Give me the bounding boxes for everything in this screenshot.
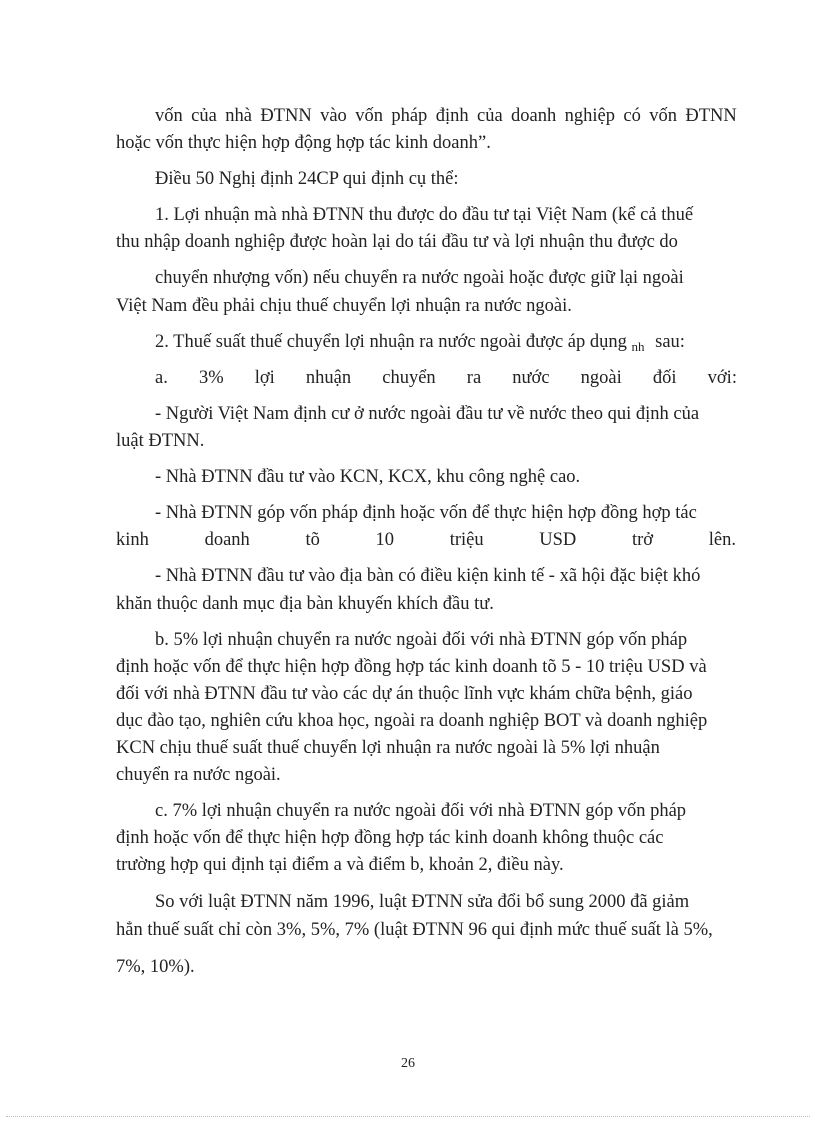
text-line: 1. Lợi nhuận mà nhà ĐTNN thu được do đầu tư tại Việt Nam (kể cả thuế (155, 205, 694, 225)
text-line: đối với nhà ĐTNN đầu tư vào các dự án thuộc lĩnh vực khám chữa bệnh, giáo (116, 684, 693, 704)
text-line: - Nhà ĐTNN góp vốn pháp định hoặc vốn để thực hiện hợp đồng hợp tác (155, 503, 697, 523)
word: đối (652, 368, 677, 388)
text-segment: 2. Thuế suất thuế chuyển lợi nhuận ra nước ngoài được áp dụng (155, 332, 627, 352)
text-line: So với luật ĐTNN năm 1996, luật ĐTNN sửa đổi bổ sung 2000 đã giảm (155, 892, 690, 912)
word: tõ (305, 530, 320, 550)
text-line: thu nhập doanh nghiệp được hoàn lại do tái đầu tư và lợi nhuận thu được do (116, 232, 678, 252)
text-line: - Người Việt Nam định cư ở nước ngoài đầu tư về nước theo qui định của (155, 404, 700, 424)
text-line: KCN chịu thuế suất thuế chuyển lợi nhuận ra nước ngoài là 5% lợi nhuận (116, 738, 660, 758)
word: kinh (116, 530, 149, 550)
text-fragment-subscript: nh (631, 339, 645, 354)
text-line: - Nhà ĐTNN đầu tư vào địa bàn có điều kiện kinh tế - xã hội đặc biệt khó (155, 566, 701, 586)
word: 10 (375, 530, 395, 550)
word: a. (155, 368, 168, 388)
text-line-justified-kinh (116, 528, 736, 552)
word: trở (631, 530, 654, 550)
word: doanh (204, 530, 250, 550)
word: nước (512, 368, 550, 388)
text-line: c. 7% lợi nhuận chuyển ra nước ngoài đối với nhà ĐTNN góp vốn pháp (155, 801, 687, 821)
text-line-thue-suat (155, 330, 685, 355)
word: ngoài (580, 368, 622, 388)
word: ra (466, 368, 482, 388)
word: lợi (254, 368, 275, 388)
page-edge-divider (6, 1116, 810, 1117)
text-line: trường hợp qui định tại điểm a và điểm b, khoản 2, điều này. (116, 855, 564, 875)
text-line: dục đào tạo, nghiên cứu khoa học, ngoài ra doanh nghiệp BOT và doanh nghiệp (116, 711, 708, 731)
word: nhuận (305, 368, 352, 388)
word: lên. (708, 530, 736, 550)
text-line: định hoặc vốn để thực hiện hợp đồng hợp tác kinh doanh không thuộc các (116, 828, 664, 848)
text-line: - Nhà ĐTNN đầu tư vào KCN, KCX, khu công nghệ cao. (155, 467, 581, 487)
text-line: hoặc vốn thực hiện hợp động hợp tác kinh doanh”. (116, 133, 491, 153)
text-line: vốn của nhà ĐTNN vào vốn pháp định của doanh nghiệp có vốn ĐTNN (155, 106, 737, 126)
text-line: b. 5% lợi nhuận chuyển ra nước ngoài đối với nhà ĐTNN góp vốn pháp (155, 630, 688, 650)
word: với: (707, 368, 737, 388)
page-number: 26 (401, 1056, 415, 1071)
word: triệu (449, 530, 484, 550)
text-line: Việt Nam đều phải chịu thuế chuyển lợi nhuận ra nước ngoài. (116, 296, 572, 316)
text-segment: sau: (655, 332, 685, 352)
word: chuyển (382, 368, 436, 388)
text-line: chuyển ra nước ngoài. (116, 765, 281, 785)
text-line: chuyển nhượng vốn) nếu chuyển ra nước ngoài hoặc được giữ lại ngoài (155, 268, 684, 288)
text-line: khăn thuộc danh mục địa bàn khuyến khích đầu tư. (116, 594, 494, 614)
text-line: 7%, 10%). (116, 957, 195, 977)
word: USD (539, 530, 577, 550)
text-line: luật ĐTNN. (116, 431, 205, 451)
text-line: hẳn thuế suất chỉ còn 3%, 5%, 7% (luật ĐTNN 96 qui định mức thuế suất là 5%, (116, 920, 713, 940)
text-line: Điều 50 Nghị định 24CP qui định cụ thể: (155, 169, 459, 189)
word: 3% (198, 368, 224, 388)
text-line: định hoặc vốn để thực hiện hợp đồng hợp tác kinh doanh tõ 5 - 10 triệu USD và (116, 657, 707, 677)
text-line-justified-a (155, 366, 737, 390)
